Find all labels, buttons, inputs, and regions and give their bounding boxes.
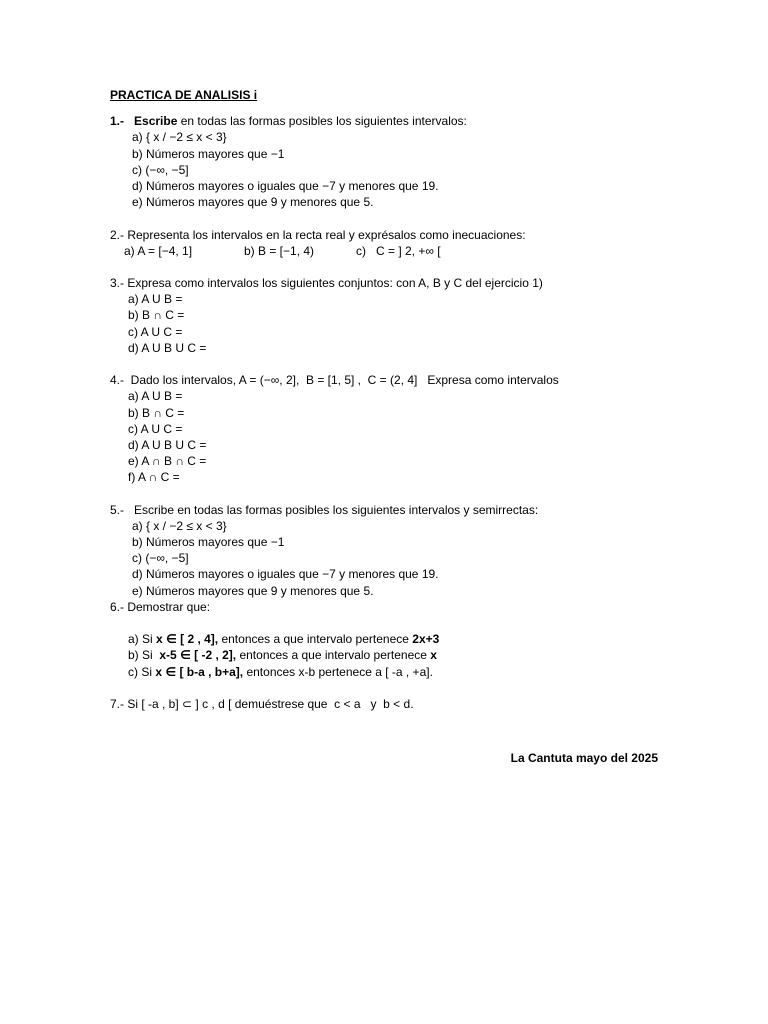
q5-item-e: e) Números mayores que 9 y menores que 5. [132, 583, 374, 598]
q5-item-b: b) Números mayores que −1 [132, 535, 285, 550]
q3-item-c: c) A U C = [128, 324, 183, 339]
q6-b-condition: x-5 ∈ [ -2 , 2], [159, 648, 237, 663]
q1-verb: Escribe [134, 114, 178, 129]
q6-a-expression: 2x+3 [412, 632, 440, 647]
q6-c-condition: x ∈ [ b-a , b+a], [155, 664, 244, 679]
q1-item-e: e) Números mayores que 9 y menores que 5. [132, 195, 374, 210]
q6-item-b [110, 647, 670, 663]
q1-number: 1.- [110, 114, 125, 129]
q5-item-c: c) (−∞, −5] [132, 551, 189, 566]
q4-item-a: a) A U B = [128, 389, 183, 404]
q6-c-prefix: c) Si [128, 664, 156, 679]
q2-item-b: b) B = [−1, 4) [244, 243, 315, 258]
q4-item-d: d) A U B U C = [128, 437, 207, 452]
q4-item-f: f) A ∩ C = [128, 470, 180, 485]
q6-b-prefix: b) Si [128, 648, 160, 663]
q4-item-e: e) A ∩ B ∩ C = [128, 454, 207, 469]
q6-a-prefix: a) Si [128, 632, 157, 647]
document-title: PRACTICA DE ANALISIS i [110, 88, 258, 102]
q3-item-a: a) A U B = [128, 292, 183, 307]
q7-heading: 7.- Si [ -a , b] ⊂ ] c , d [ demuéstrese que c < a y b < d. [110, 696, 414, 711]
q6-heading: 6.- Demostrar que: [110, 599, 211, 614]
q1-item-a: a) { x / −2 ≤ x < 3} [132, 130, 227, 145]
q6-a-condition: x ∈ [ 2 , 4], [156, 632, 219, 647]
q2-item-c: c) C = ] 2, +∞ [ [356, 243, 441, 258]
q1-item-c: c) (−∞, −5] [132, 162, 189, 177]
q6-item-a [110, 631, 670, 647]
q3-item-b: b) B ∩ C = [128, 308, 185, 323]
q3-heading: 3.- Expresa como intervalos los siguientes conjuntos: con A, B y C del ejercicio 1) [110, 276, 543, 291]
q5-item-d: d) Números mayores o iguales que −7 y menores que 19. [132, 567, 439, 582]
q5-item-a: a) { x / −2 ≤ x < 3} [132, 518, 227, 533]
q2-items [110, 243, 670, 259]
document-body [110, 87, 670, 712]
q6-item-c [110, 664, 670, 680]
q1-item-d: d) Números mayores o iguales que −7 y menores que 19. [132, 178, 439, 193]
q4-item-b: b) B ∩ C = [128, 405, 185, 420]
q4-heading: 4.- Dado los intervalos, A = (−∞, 2], B = [1, 5] , C = (2, 4] Expresa como intervalos [110, 373, 559, 388]
q2-item-a: a) A = [−4, 1] [124, 243, 193, 258]
q6-c-text: entonces x-b pertenece a [ -a , +a]. [243, 664, 433, 679]
q4-item-c: c) A U C = [128, 421, 183, 436]
q6-b-text: entonces a que intervalo pertenece [236, 648, 431, 663]
q5-heading: 5.- Escribe en todas las formas posibles los siguientes intervalos y semirrectas: [110, 502, 539, 517]
q3-item-d: d) A U B U C = [128, 340, 207, 355]
q1-item-b: b) Números mayores que −1 [132, 146, 285, 161]
q6-b-expression: x [430, 648, 437, 663]
q2-heading: 2.- Representa los intervalos en la recta real y exprésalos como inecuaciones: [110, 227, 526, 242]
q1-heading [110, 113, 670, 129]
q6-a-text: entonces a que intervalo pertenece [218, 632, 413, 647]
footer-signature: La Cantuta mayo del 2025 [510, 751, 658, 765]
q1-text: en todas las formas posibles los siguientes intervalos: [177, 114, 467, 129]
